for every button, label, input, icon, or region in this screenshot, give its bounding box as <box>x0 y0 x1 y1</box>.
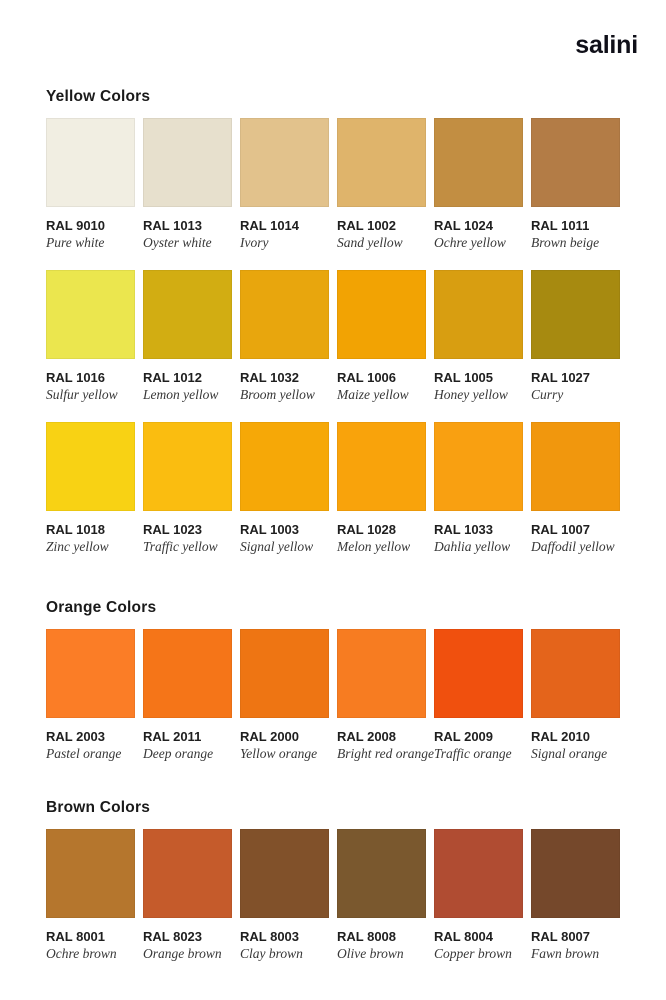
color-swatch-cell <box>143 829 232 962</box>
ral-code-label: RAL 8004 <box>434 929 494 944</box>
color-name-label: Sand yellow <box>337 235 403 250</box>
ral-code-label: RAL 1003 <box>240 522 300 537</box>
color-name-label: Bright red orange <box>337 746 434 761</box>
color-swatch-cell <box>240 629 329 762</box>
ral-code-label: RAL 8008 <box>337 929 397 944</box>
color-swatch <box>531 629 620 718</box>
color-swatch-cell <box>434 270 523 403</box>
color-swatch-cell <box>337 629 434 762</box>
color-swatch <box>531 118 620 207</box>
color-swatch-cell <box>434 629 523 762</box>
color-swatch <box>46 829 135 918</box>
color-swatch-cell <box>531 422 620 555</box>
color-swatch <box>143 629 232 718</box>
color-name-label: Ivory <box>240 235 269 250</box>
color-swatch <box>337 629 426 718</box>
ral-code-label: RAL 1018 <box>46 522 106 537</box>
ral-code-label: RAL 9010 <box>46 218 106 233</box>
ral-code-label: RAL 2000 <box>240 729 300 744</box>
color-name-label: Traffic yellow <box>143 539 218 554</box>
color-swatch-cell <box>434 422 523 555</box>
color-swatch-cell <box>531 829 620 962</box>
color-name-label: Ochre brown <box>46 946 117 961</box>
ral-code-label: RAL 1016 <box>46 370 106 385</box>
color-swatch-cell <box>531 118 620 251</box>
color-swatch-cell <box>46 629 135 762</box>
color-section-brown <box>46 799 620 962</box>
color-swatch <box>434 270 523 359</box>
color-swatch <box>240 270 329 359</box>
color-swatch-cell <box>46 829 135 962</box>
color-swatch-cell <box>143 118 232 251</box>
ral-code-label: RAL 2003 <box>46 729 106 744</box>
color-name-label: Yellow orange <box>240 746 318 761</box>
color-swatch <box>434 629 523 718</box>
color-swatch <box>531 270 620 359</box>
ral-code-label: RAL 8007 <box>531 929 591 944</box>
color-swatch-cell <box>240 829 329 962</box>
color-row <box>46 629 620 762</box>
color-swatch <box>434 829 523 918</box>
ral-code-label: RAL 1028 <box>337 522 397 537</box>
color-swatch-cell <box>240 118 329 251</box>
color-swatch <box>46 270 135 359</box>
color-swatch <box>143 422 232 511</box>
color-row <box>46 829 620 962</box>
color-section-yellow <box>46 88 620 555</box>
section-title: Yellow Colors <box>46 88 151 105</box>
color-name-label: Melon yellow <box>337 539 411 554</box>
color-name-label: Signal yellow <box>240 539 314 554</box>
color-swatch <box>46 422 135 511</box>
color-name-label: Clay brown <box>240 946 303 961</box>
color-swatch-cell <box>531 270 620 403</box>
color-name-label: Deep orange <box>143 746 214 761</box>
color-swatch <box>143 118 232 207</box>
color-swatch-cell <box>240 270 329 403</box>
color-row <box>46 422 620 555</box>
color-name-label: Maize yellow <box>337 387 409 402</box>
ral-code-label: RAL 1033 <box>434 522 494 537</box>
color-swatch-cell <box>143 629 232 762</box>
ral-code-label: RAL 8023 <box>143 929 203 944</box>
color-name-label: Signal orange <box>531 746 608 761</box>
color-swatch-cell <box>434 118 523 251</box>
ral-code-label: RAL 2011 <box>143 729 202 744</box>
color-swatch-cell <box>240 422 329 555</box>
section-rows <box>46 829 620 962</box>
color-swatch <box>531 829 620 918</box>
ral-code-label: RAL 1005 <box>434 370 494 385</box>
color-swatch <box>143 270 232 359</box>
color-swatch <box>240 629 329 718</box>
ral-code-label: RAL 1012 <box>143 370 203 385</box>
color-swatch <box>240 422 329 511</box>
color-name-label: Sulfur yellow <box>46 387 118 402</box>
color-swatch-cell <box>143 270 232 403</box>
color-sections <box>46 88 620 962</box>
ral-code-label: RAL 2009 <box>434 729 494 744</box>
color-swatch-cell <box>434 829 523 962</box>
color-name-label: Pure white <box>46 235 105 250</box>
color-swatch <box>46 629 135 718</box>
color-swatch <box>531 422 620 511</box>
color-swatch-cell <box>46 118 135 251</box>
color-swatch <box>143 829 232 918</box>
color-swatch <box>240 829 329 918</box>
color-swatch <box>337 829 426 918</box>
header-spacer <box>46 36 620 62</box>
color-name-label: Dahlia yellow <box>434 539 511 554</box>
color-name-label: Zinc yellow <box>46 539 109 554</box>
ral-code-label: RAL 1024 <box>434 218 494 233</box>
color-name-label: Ochre yellow <box>434 235 506 250</box>
color-swatch-cell <box>46 270 135 403</box>
color-swatch <box>46 118 135 207</box>
color-name-label: Brown beige <box>531 235 600 250</box>
color-swatch <box>434 422 523 511</box>
ral-code-label: RAL 2008 <box>337 729 397 744</box>
brand-logo: salini <box>575 31 638 59</box>
ral-code-label: RAL 1011 <box>531 218 590 233</box>
section-rows <box>46 118 620 555</box>
color-name-label: Orange brown <box>143 946 222 961</box>
color-name-label: Curry <box>531 387 564 402</box>
color-row <box>46 118 620 251</box>
color-swatch-cell <box>46 422 135 555</box>
color-name-label: Honey yellow <box>434 387 508 402</box>
ral-code-label: RAL 1002 <box>337 218 397 233</box>
ral-code-label: RAL 1027 <box>531 370 591 385</box>
ral-code-label: RAL 1013 <box>143 218 203 233</box>
color-name-label: Oyster white <box>143 235 212 250</box>
color-name-label: Fawn brown <box>531 946 600 961</box>
color-name-label: Copper brown <box>434 946 512 961</box>
color-swatch-cell <box>337 270 426 403</box>
color-name-label: Traffic orange <box>434 746 512 761</box>
color-name-label: Pastel orange <box>46 746 122 761</box>
ral-code-label: RAL 1007 <box>531 522 591 537</box>
color-row <box>46 270 620 403</box>
color-swatch <box>337 270 426 359</box>
color-name-label: Lemon yellow <box>143 387 219 402</box>
section-rows <box>46 629 620 762</box>
color-swatch <box>337 422 426 511</box>
color-swatch-cell <box>143 422 232 555</box>
color-name-label: Olive brown <box>337 946 404 961</box>
section-title: Orange Colors <box>46 599 157 616</box>
section-title: Brown Colors <box>46 799 151 816</box>
ral-code-label: RAL 2010 <box>531 729 591 744</box>
color-swatch-cell <box>337 829 426 962</box>
ral-code-label: RAL 1014 <box>240 218 300 233</box>
ral-code-label: RAL 1006 <box>337 370 397 385</box>
color-section-orange <box>46 599 620 762</box>
ral-code-label: RAL 1023 <box>143 522 203 537</box>
color-swatch <box>337 118 426 207</box>
color-swatch <box>434 118 523 207</box>
color-swatch-cell <box>531 629 620 762</box>
color-swatch <box>240 118 329 207</box>
color-name-label: Broom yellow <box>240 387 315 402</box>
ral-code-label: RAL 8003 <box>240 929 300 944</box>
ral-code-label: RAL 8001 <box>46 929 106 944</box>
color-swatch-cell <box>337 422 426 555</box>
ral-code-label: RAL 1032 <box>240 370 300 385</box>
color-swatch-cell <box>337 118 426 251</box>
color-name-label: Daffodil yellow <box>531 539 615 554</box>
